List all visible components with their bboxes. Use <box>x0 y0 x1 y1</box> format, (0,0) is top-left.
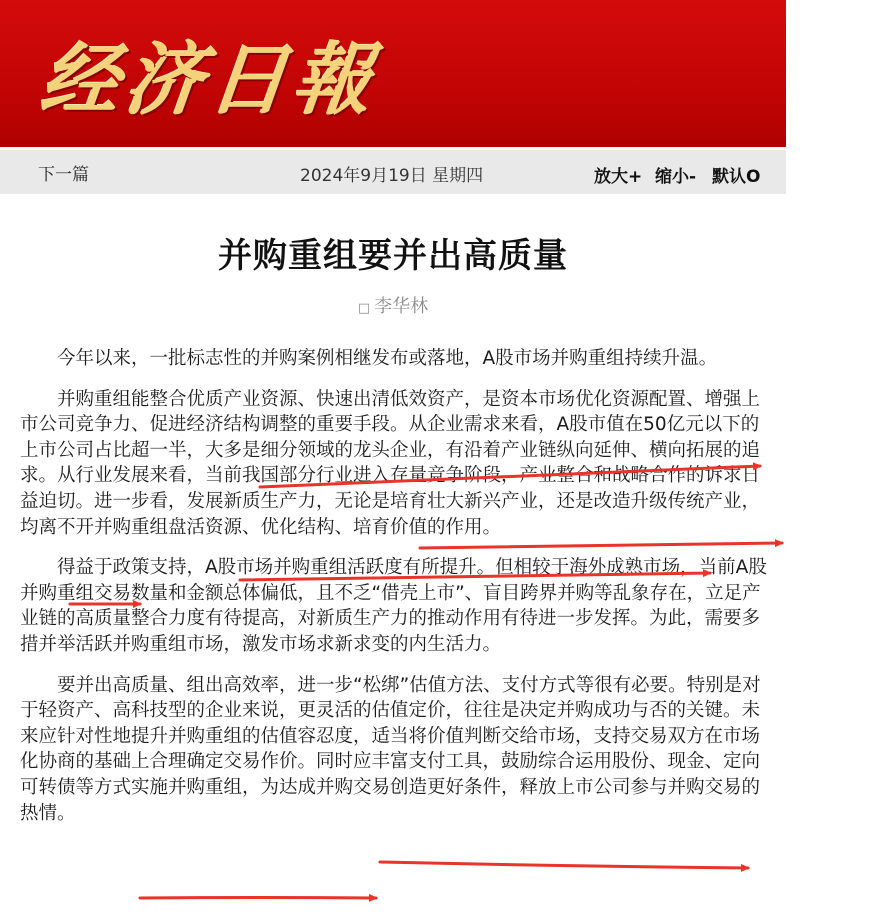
paragraph: 得益于政策支持，A股市场并购重组活跃度有所提升。但相较于海外成熟市场，当前A股并购重组交易数量和金额总体偏低，且不乏“借壳上市”、盲目跨界并购等乱象存在，立足产业链的高质量整合力度有待提高，对新质生产力的推动作用有待进一步发挥。为此，需要多措并举活跃并购重组市场，激发市场求新求变的内生活力。 <box>20 557 767 655</box>
article-body <box>20 346 772 841</box>
masthead-banner <box>0 0 786 147</box>
author-name: 李华林 <box>374 296 429 317</box>
paragraph: 要并出高质量、组出高效率，进一步“松绑”估值方法、支付方式等很有必要。特别是对于轻资产、高科技型的企业来说，更灵活的估值定价，往往是决定并购成功与否的关键。未来应针对性地提升并购重组的估值容忍度，适当将价值判断交给市场，支持交易双方在市场化协商的基础上合理确定交易作价。同时应丰富支付工具，鼓励综合运用股份、现金、定向可转债等方式实施并购重组，为达成并购交易创造更好条件，释放上市公司参与并购交易的热情。 <box>20 674 761 824</box>
square-bullet-icon: □ <box>357 301 371 316</box>
paragraph: 并购重组能整合优质产业资源、快速出清低效资产，是资本市场优化资源配置、增强上市公司竞争力、促进经济结构调整的重要手段。从企业需求来看，A股市值在50亿元以下的上市公司占比超一半，大多是细分领域的龙头企业，有沿着产业链纵向延伸、横向拓展的追求。从行业发展来看，当前我国部分行业进入存量竞争阶段，产业整合和战略合作的诉求日益迫切。进一步看，发展新质生产力，无论是培育壮大新兴产业，还是改造升级传统产业，均离不开并购重组盘活资源、优化结构、培育价值的作用。 <box>20 388 761 538</box>
author-line <box>0 292 786 318</box>
red-underline-arrow <box>140 898 376 899</box>
next-article-link[interactable]: 下一篇 <box>38 165 89 185</box>
issue-date: 2024年9月19日 星期四 <box>300 166 484 186</box>
newspaper-logo: 经济日報 <box>36 35 383 126</box>
red-underline-arrow <box>380 862 748 868</box>
article-title: 并购重组要并出高质量 <box>218 236 568 276</box>
toolbar <box>0 150 786 194</box>
zoom-in-button[interactable]: 放大+ <box>594 167 643 187</box>
zoom-default-button[interactable]: 默认O <box>712 167 761 187</box>
zoom-out-button[interactable]: 缩小- <box>655 167 697 187</box>
paragraph: 今年以来，一批标志性的并购案例相继发布或落地，A股市场并购重组持续升温。 <box>57 348 718 369</box>
